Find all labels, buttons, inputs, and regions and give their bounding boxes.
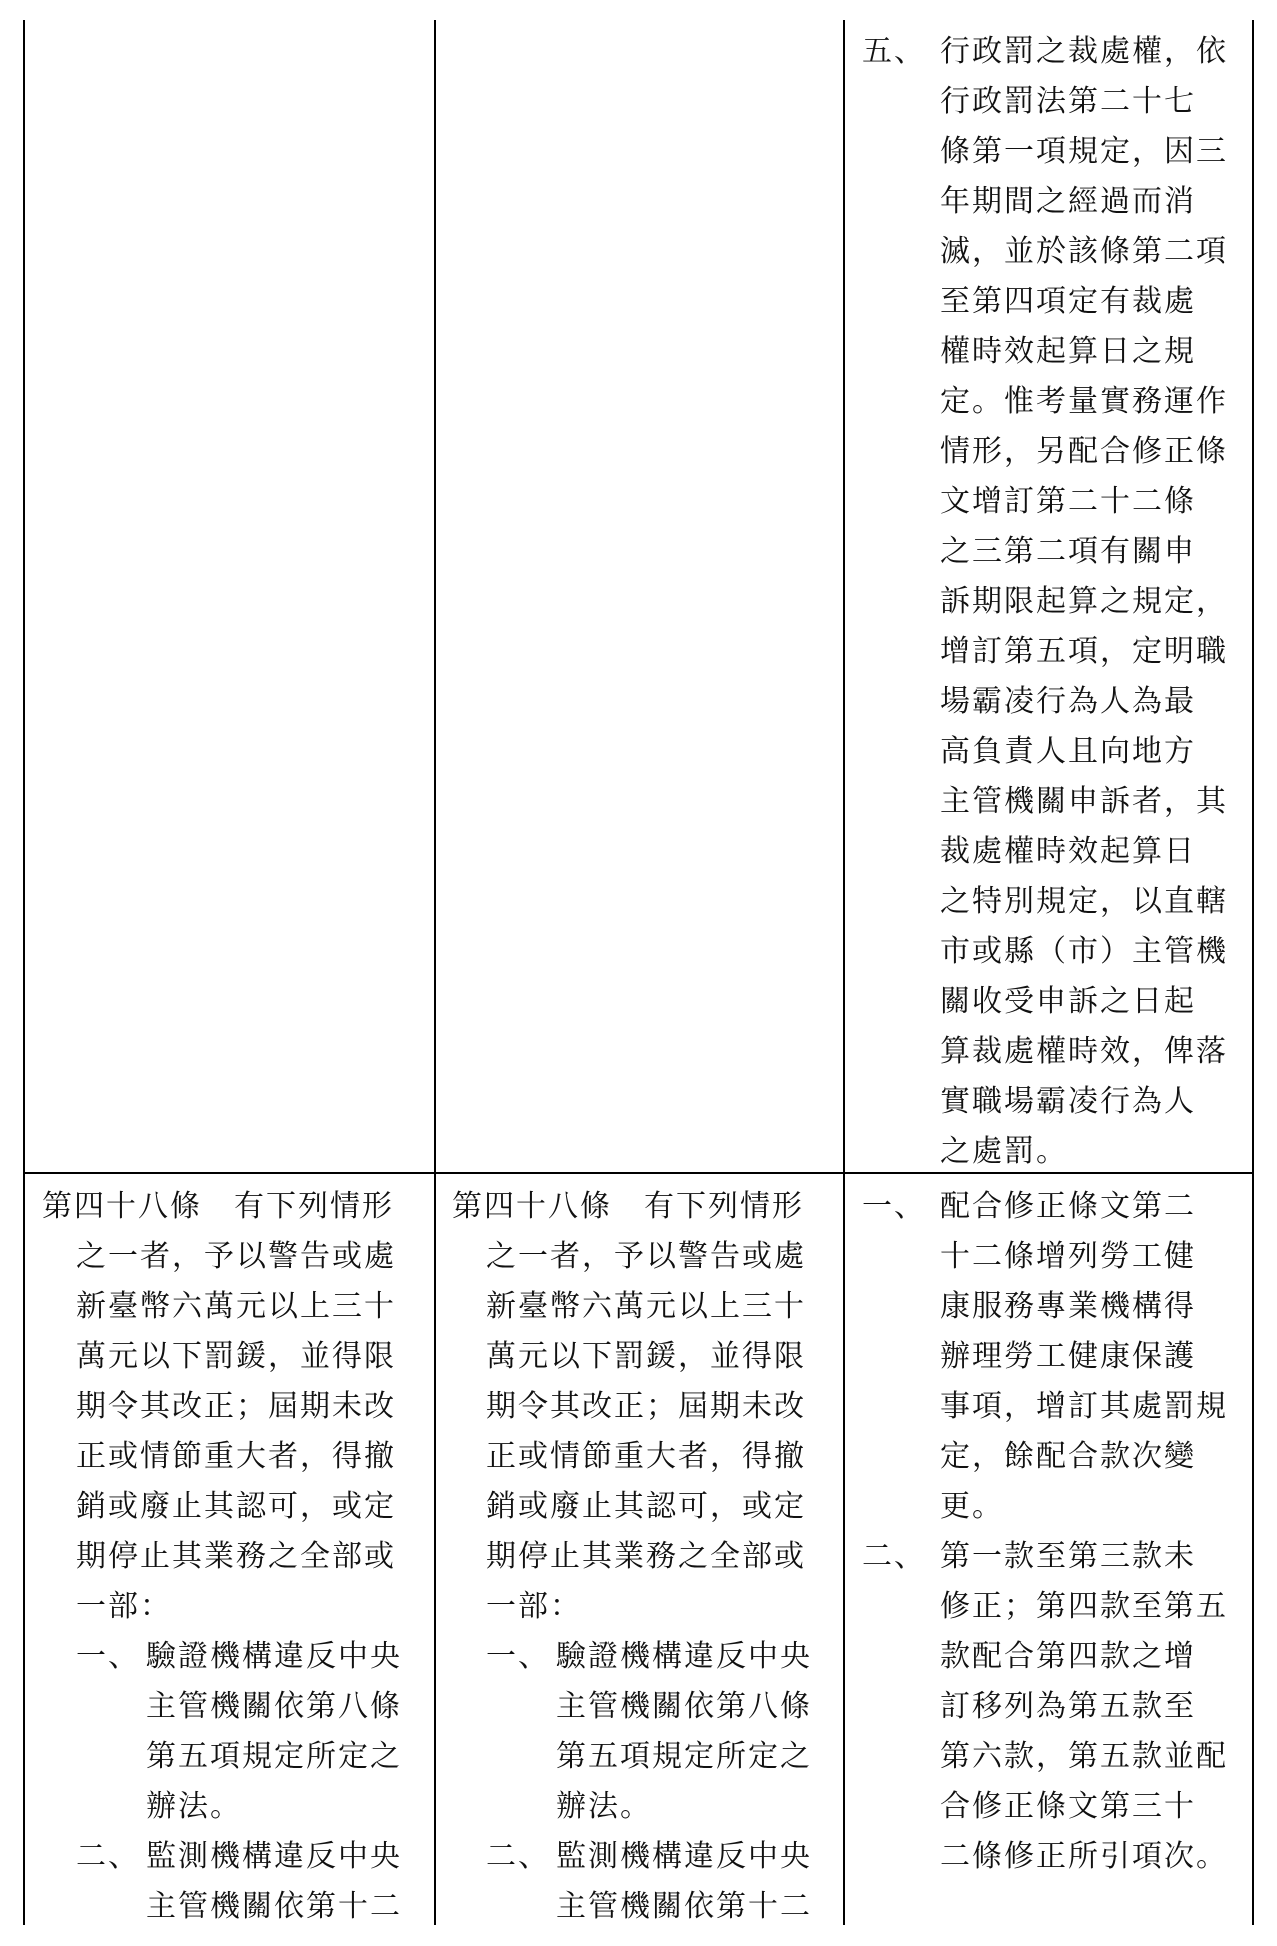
reason-item-1 xyxy=(862,1182,1242,1532)
text-line: 款配合第四款之增 xyxy=(940,1639,1196,1674)
text-line: 定。惟考量實務運作 xyxy=(940,384,1228,419)
text-line: 第五項規定所定之 xyxy=(146,1739,402,1774)
text-line: 文增訂第二十二條 xyxy=(940,484,1196,519)
text-line: 高負責人且向地方 xyxy=(940,734,1196,769)
text-line: 主管機關依第八條 xyxy=(556,1689,812,1724)
text-line: 主管機關依第八條 xyxy=(146,1689,402,1724)
text-line: 定，餘配合款次變 xyxy=(940,1439,1196,1474)
text-line: 算裁處權時效，俾落 xyxy=(940,1034,1228,1069)
text-line: 正或情節重大者，得撤 xyxy=(76,1439,396,1474)
text-line: 情形，另配合修正條 xyxy=(940,434,1228,469)
text-line: 實職場霸凌行為人 xyxy=(940,1084,1196,1119)
text-line: 萬元以下罰鍰，並得限 xyxy=(76,1339,396,1374)
text-line: 期令其改正；屆期未改 xyxy=(76,1389,396,1424)
text-line: 事項，增訂其處罰規 xyxy=(940,1389,1228,1424)
text-line: 辦法。 xyxy=(146,1789,242,1824)
text-line: 新臺幣六萬元以上三十 xyxy=(76,1289,396,1324)
text-line: 康服務專業機構得 xyxy=(940,1289,1196,1324)
text-line: 第一款至第三款未 xyxy=(940,1539,1196,1574)
text-line: 之一者，予以警告或處 xyxy=(76,1239,396,1274)
reason-item-2 xyxy=(862,1532,1242,1882)
text-line: 滅，並於該條第二項 xyxy=(940,234,1228,269)
text-line: 銷或廢止其認可，或定 xyxy=(76,1489,396,1524)
text-line: 年期間之經過而消 xyxy=(940,184,1196,219)
cell-reason-top xyxy=(862,27,1242,1177)
cell-reason-bottom xyxy=(862,1182,1242,1882)
text-line: 場霸凌行為人為最 xyxy=(940,684,1196,719)
text-line: 一部： xyxy=(486,1589,582,1624)
text-line: 辦理勞工健康保護 xyxy=(940,1339,1196,1374)
cell-amended-top xyxy=(25,20,434,1172)
text-line: 之特別規定，以直轄 xyxy=(940,884,1228,919)
text-line: 新臺幣六萬元以上三十 xyxy=(486,1289,806,1324)
text-line: 行政罰法第二十七 xyxy=(940,84,1196,119)
text-line: 訴期限起算之規定， xyxy=(940,584,1228,619)
text-line: 二條修正所引項次。 xyxy=(940,1839,1228,1874)
text-line: 期停止其業務之全部或 xyxy=(486,1539,806,1574)
reason-item-5 xyxy=(862,27,1242,1177)
text-line: 行政罰之裁處權，依 xyxy=(940,34,1228,69)
item-label: 一、 xyxy=(76,1639,140,1674)
article-heading: 第四十八條 有下列情形 xyxy=(42,1189,394,1224)
item-label: 一、 xyxy=(862,1189,926,1224)
text-line: 第五項規定所定之 xyxy=(556,1739,812,1774)
text-line: 市或縣（市）主管機 xyxy=(940,934,1228,969)
text-line: 權時效起算日之規 xyxy=(940,334,1196,369)
text-line: 主管機關申訴者，其 xyxy=(940,784,1228,819)
item-label: 二、 xyxy=(486,1839,550,1874)
text-line: 訂移列為第五款至 xyxy=(940,1689,1196,1724)
text-line: 之一者，予以警告或處 xyxy=(486,1239,806,1274)
text-line: 修正；第四款至第五 xyxy=(940,1589,1228,1624)
text-line: 配合修正條文第二 xyxy=(940,1189,1196,1224)
text-line: 第六款，第五款並配 xyxy=(940,1739,1228,1774)
text-line: 驗證機構違反中央 xyxy=(146,1639,402,1674)
text-line: 裁處權時效起算日 xyxy=(940,834,1196,869)
text-line: 十二條增列勞工健 xyxy=(940,1239,1196,1274)
text-line: 監測機構違反中央 xyxy=(146,1839,402,1874)
article-heading: 第四十八條 有下列情形 xyxy=(452,1189,804,1224)
article-item-2 xyxy=(486,1832,837,1932)
text-line: 主管機關依第十二 xyxy=(556,1889,812,1924)
text-line: 增訂第五項，定明職 xyxy=(940,634,1228,669)
text-line: 期令其改正；屆期未改 xyxy=(486,1389,806,1424)
item-label: 一、 xyxy=(486,1639,550,1674)
article-item-2 xyxy=(76,1832,427,1932)
cell-amended-article xyxy=(42,1182,427,1932)
text-line: 之三第二項有關申 xyxy=(940,534,1196,569)
text-line: 更。 xyxy=(940,1489,1004,1524)
table-border-col2 xyxy=(843,20,845,1925)
article-item-1 xyxy=(486,1632,837,1832)
item-label: 二、 xyxy=(862,1539,926,1574)
text-line: 銷或廢止其認可，或定 xyxy=(486,1489,806,1524)
article-item-1 xyxy=(76,1632,427,1832)
cell-current-top xyxy=(436,20,843,1172)
text-line: 驗證機構違反中央 xyxy=(556,1639,812,1674)
cell-current-article xyxy=(452,1182,837,1932)
text-line: 一部： xyxy=(76,1589,172,1624)
text-line: 之處罰。 xyxy=(940,1134,1068,1169)
text-line: 主管機關依第十二 xyxy=(146,1889,402,1924)
table-border-right xyxy=(1252,20,1254,1925)
item-label: 二、 xyxy=(76,1839,140,1874)
item-label: 五、 xyxy=(862,34,926,69)
text-line: 條第一項規定，因三 xyxy=(940,134,1228,169)
text-line: 期停止其業務之全部或 xyxy=(76,1539,396,1574)
text-line: 辦法。 xyxy=(556,1789,652,1824)
text-line: 正或情節重大者，得撤 xyxy=(486,1439,806,1474)
text-line: 監測機構違反中央 xyxy=(556,1839,812,1874)
text-line: 至第四項定有裁處 xyxy=(940,284,1196,319)
text-line: 合修正條文第三十 xyxy=(940,1789,1196,1824)
text-line: 關收受申訴之日起 xyxy=(940,984,1196,1019)
text-line: 萬元以下罰鍰，並得限 xyxy=(486,1339,806,1374)
